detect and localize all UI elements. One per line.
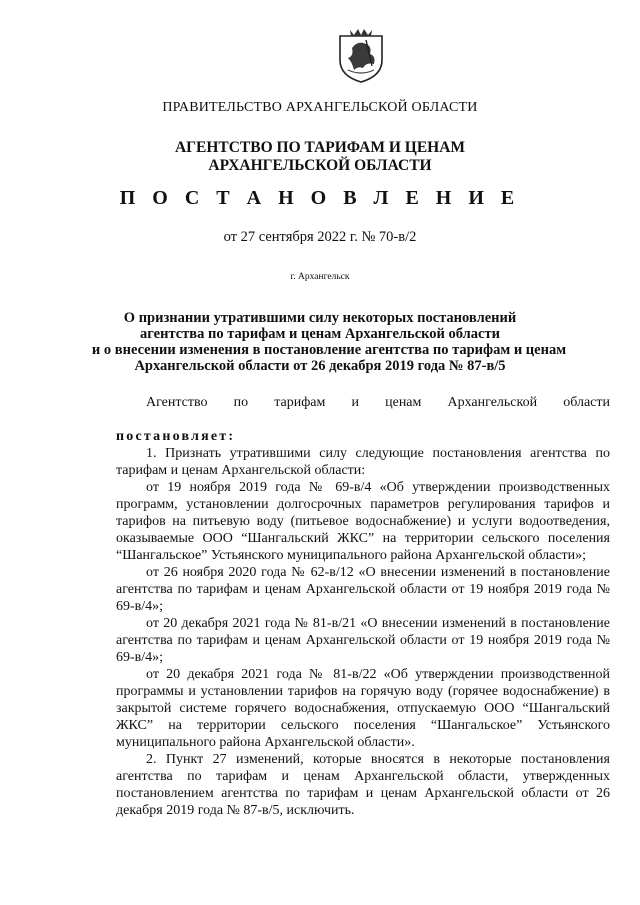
item-1-sub-3: от 20 декабря 2021 года № 81-в/21 «О внесении изменений в постановление агентства по тарифам и ценам Архангельской области от 19 ноября 2019 года № 69-в/4»; bbox=[116, 616, 610, 665]
decree-title-line1: О признании утратившими силу некоторых постановлений bbox=[123, 310, 517, 326]
item-1-paragraph: 1. Признать утратившими силу следующие постановления агентства по тарифам и ценам Архангельской области: bbox=[116, 446, 610, 478]
agency-name-line2: АРХАНГЕЛЬСКОЙ ОБЛАСТИ bbox=[208, 157, 432, 174]
coat-of-arms-emblem-icon bbox=[336, 26, 386, 84]
agency-name bbox=[0, 139, 640, 175]
decree-title-line4: Архангельской области от 26 декабря 2019 года № 87-в/5 bbox=[134, 358, 506, 374]
item-2-paragraph: 2. Пункт 27 изменений, которые вносятся в некоторые постановления агентства по тарифам и ценам Архангельской области, утвержденных постановлением агентства по тарифам и ценам Архангельской области от 26 декабря 2019 года № 87-в/5, исключить. bbox=[116, 752, 610, 818]
document-type-heading: П О С Т А Н О В Л Е Н И Е bbox=[119, 187, 521, 209]
city-name: г. Архангельск bbox=[290, 272, 350, 282]
government-name: ПРАВИТЕЛЬСТВО АРХАНГЕЛЬСКОЙ ОБЛАСТИ bbox=[162, 100, 478, 115]
decree-date-number: от 27 сентября 2022 г. № 70-в/2 bbox=[223, 229, 417, 245]
decree-title bbox=[91, 310, 567, 374]
intro-paragraph: Агентство по тарифам и ценам Архангельской области bbox=[146, 395, 610, 410]
decree-body bbox=[116, 394, 610, 819]
decides-word: постановляет: bbox=[116, 429, 236, 444]
item-1-sub-1: от 19 ноября 2019 года № 69-в/4 «Об утверждении производственных программ, установлении долгосрочных параметров регулирования тарифов и тарифов на питьевую воду (питьевое водоснабжение) и услуги водоотведения, оказываемые ООО “Шангальский ЖКС” на территории сельского поселения “Шангальское” Устьянского муниципального района Архангельской области»; bbox=[116, 480, 610, 563]
agency-name-line1: АГЕНТСТВО ПО ТАРИФАМ И ЦЕНАМ bbox=[174, 139, 466, 156]
decree-title-line3: и о внесении изменения в постановление агентства по тарифам и ценам bbox=[91, 342, 567, 358]
item-1-sub-2: от 26 ноября 2020 года № 62-в/12 «О внесении изменений в постановление агентства по тарифам и ценам Архангельской области от 19 ноября 2019 года № 69-в/4»; bbox=[116, 565, 610, 614]
decree-title-line2: агентства по тарифам и ценам Архангельской области bbox=[140, 326, 500, 342]
item-1-sub-4: от 20 декабря 2021 года № 81-в/22 «Об утверждении производственной программы и установлении тарифов на горячую воду (горячее водоснабжение) в закрытой системе горячего водоснабжения, отпускаемую ООО “Шангальский ЖКС” на территории сельского поселения “Шангальское” Устьянского муниципального района Архангельской области». bbox=[116, 667, 610, 750]
